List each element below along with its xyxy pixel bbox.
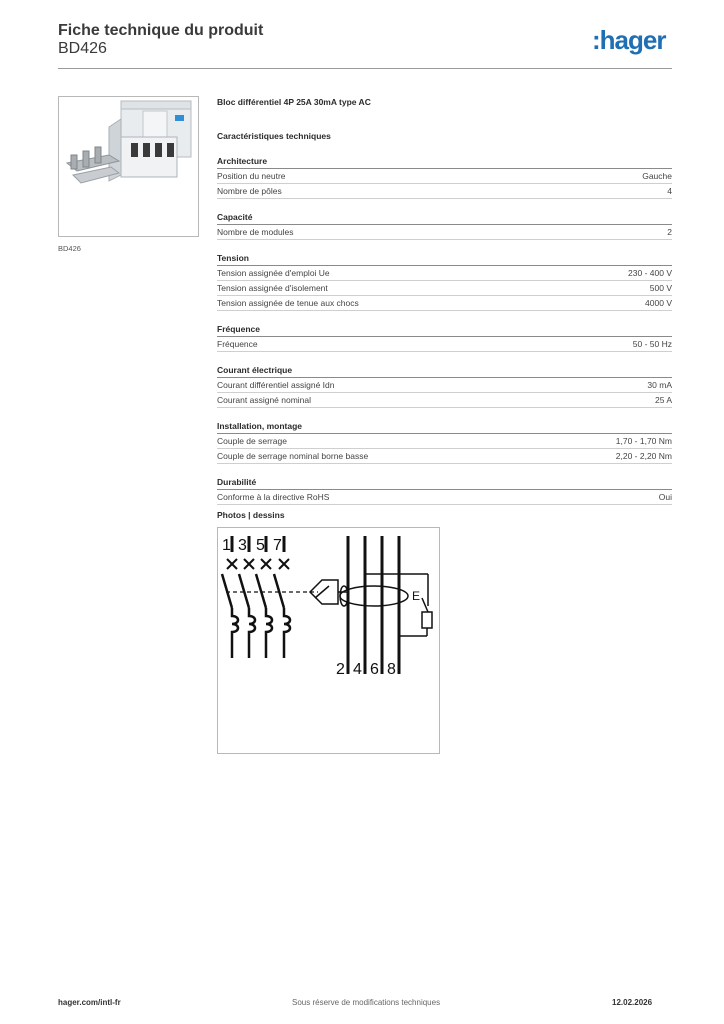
footer-disclaimer: Sous réserve de modifications techniques (292, 998, 441, 1007)
product-reference: BD426 (58, 40, 107, 57)
spec-label: Courant assigné nominal (217, 395, 312, 405)
photo-caption: BD426 (58, 244, 81, 253)
spec-value: 50 - 50 Hz (632, 339, 672, 349)
terminal-label-top: 7 (273, 537, 282, 554)
contact-markers (227, 559, 289, 569)
terminal-label-top: 1 (222, 537, 231, 554)
hager-logo (592, 26, 674, 58)
switch-blades (222, 574, 284, 608)
spec-row (217, 266, 672, 281)
terminal-label-bottom: 4 (353, 661, 362, 678)
spec-label: Courant différentiel assigné Idn (217, 380, 335, 390)
spec-value: 2,20 - 2,20 Nm (615, 451, 672, 461)
spec-row (217, 225, 672, 240)
group-frequence (217, 323, 672, 352)
terminal-label-top: 3 (238, 537, 247, 554)
spec-value: 30 mA (647, 380, 672, 390)
logo-text: :hager (592, 26, 666, 55)
spec-value: 4 (667, 186, 672, 196)
spec-row (217, 169, 672, 184)
group-durabilite (217, 476, 672, 505)
spec-value: 230 - 400 V (628, 268, 672, 278)
page-title: Fiche technique du produit (58, 22, 264, 39)
spec-value: 4000 V (645, 298, 672, 308)
group-heading: Fréquence (217, 323, 672, 337)
spec-row (217, 393, 672, 408)
product-image (59, 97, 198, 236)
spec-row (217, 449, 672, 464)
spec-label: Fréquence (217, 339, 258, 349)
terminal-label-bottom: 6 (370, 661, 379, 678)
spec-label: Nombre de pôles (217, 186, 282, 196)
terminal-label-bottom: 2 (336, 661, 345, 678)
photos-title: Photos | dessins (217, 510, 285, 520)
spec-label: Tension assignée d'emploi Ue (217, 268, 330, 278)
group-heading: Courant électrique (217, 364, 672, 378)
spec-value: 1,70 - 1,70 Nm (615, 436, 672, 446)
spec-value: Oui (658, 492, 672, 502)
group-architecture (217, 155, 672, 199)
group-heading: Capacité (217, 211, 672, 225)
product-photo (58, 96, 199, 237)
spec-label: Tension assignée d'isolement (217, 283, 328, 293)
pole-conductors-bottom (232, 608, 290, 658)
spec-row (217, 337, 672, 352)
spec-label: Tension assignée de tenue aux chocs (217, 298, 359, 308)
spec-value: Gauche (642, 171, 672, 181)
product-description: Bloc différentiel 4P 25A 30mA type AC (217, 97, 371, 107)
terminal-label-top: 5 (256, 537, 265, 554)
spec-label: Couple de serrage nominal borne basse (217, 451, 369, 461)
group-capacite (217, 211, 672, 240)
spec-label: Nombre de modules (217, 227, 294, 237)
spec-value: 500 V (649, 283, 672, 293)
test-button-label: E (412, 589, 421, 603)
header-divider (58, 68, 672, 69)
spec-label: Position du neutre (217, 171, 286, 181)
group-tension (217, 252, 672, 311)
spec-row (217, 184, 672, 199)
spec-row (217, 490, 672, 505)
footer-website[interactable]: hager.com/intl-fr (58, 998, 121, 1007)
wiring-diagram (217, 527, 440, 754)
group-heading: Architecture (217, 155, 672, 169)
spec-label: Couple de serrage (217, 436, 287, 446)
spec-label: Conforme à la directive RoHS (217, 492, 330, 502)
group-heading: Durabilité (217, 476, 672, 490)
characteristics-title: Caractéristiques techniques (217, 131, 331, 141)
group-heading: Tension (217, 252, 672, 266)
footer-date: 12.02.2026 (612, 998, 653, 1007)
spec-row (217, 378, 672, 393)
spec-row (217, 296, 672, 311)
terminal-label-bottom: 8 (387, 661, 396, 678)
technical-sheet (217, 95, 672, 505)
spec-row (217, 434, 672, 449)
group-installation (217, 420, 672, 464)
wiring-diagram-svg (218, 528, 439, 753)
spec-row (217, 281, 672, 296)
group-courant (217, 364, 672, 408)
spec-value: 2 (667, 227, 672, 237)
group-heading: Installation, montage (217, 420, 672, 434)
spec-value: 25 A (654, 395, 672, 405)
